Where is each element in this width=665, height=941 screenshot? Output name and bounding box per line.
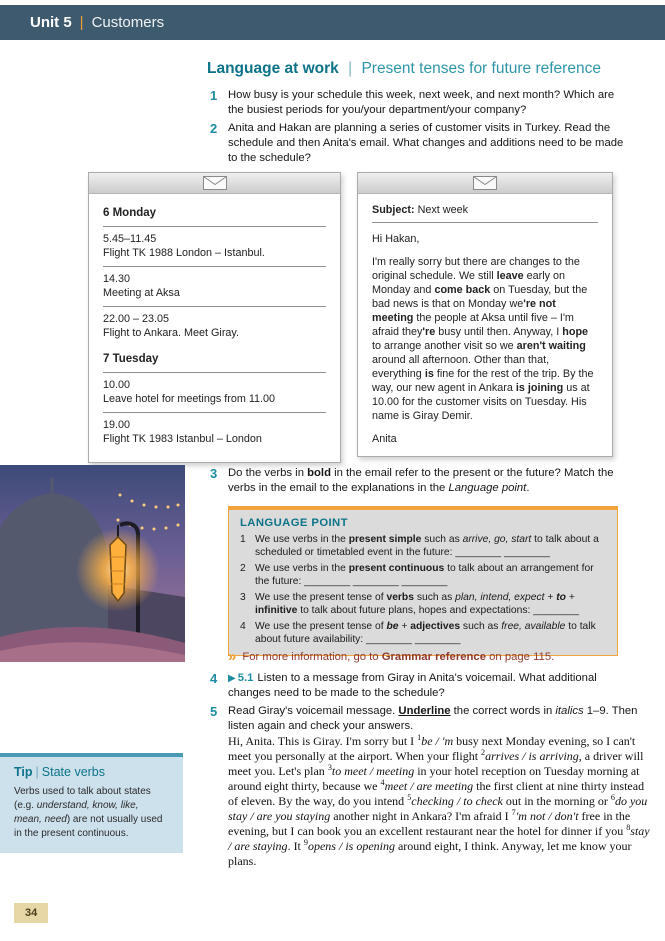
schedule-day-heading: 6 Monday: [103, 207, 157, 219]
item-text: We use the present tense of verbs such as plan, intend, expect + to + infinitive to talk about future plans, hopes and expectations: ________: [255, 592, 579, 617]
istanbul-photo: [0, 465, 185, 662]
exercise-text: Do the verbs in bold in the email refer to the present or the future? Match the verbs in the email to the explanations in the Language point.: [228, 467, 614, 494]
subject-value: Next week: [417, 204, 468, 216]
unit-label: Unit 5: [30, 14, 72, 31]
section-title-main: Language at work: [207, 60, 339, 77]
tip-title: State verbs: [41, 765, 106, 779]
exercise-text: Anita and Hakan are planning a series of customer visits in Turkey. Read the schedule and then Anita's email. What changes and additions need to be made to the schedule?: [228, 122, 624, 164]
istanbul-photo-graphic: [0, 465, 185, 662]
schedule-entry: [103, 312, 326, 340]
tip-separator: |: [35, 765, 39, 779]
schedule-time: 5.45–11.45: [103, 232, 157, 245]
schedule-time: 19.00: [103, 419, 131, 432]
language-point-item: [240, 533, 606, 559]
exercise-number: 1: [210, 88, 218, 103]
schedule-desc: Meeting at Aksa: [103, 287, 180, 300]
divider: [103, 266, 326, 267]
exercise-instruction: Listen to a message from Giray in Anita's voicemail. What additional changes need to be made to the schedule?: [228, 672, 597, 699]
play-icon: ▶: [228, 673, 236, 684]
tip-heading: [14, 765, 169, 779]
grammar-reference-text: For more information, go to Grammar reference on page 115.: [242, 651, 555, 663]
schedule-entry: [103, 378, 326, 406]
schedule-desc: Flight TK 1988 London – Istanbul.: [103, 246, 265, 259]
envelope-icon: [203, 176, 227, 190]
item-text: We use the present tense of be + adjectives such as free, available to talk about future availability: ________ ________: [255, 621, 596, 646]
section-title-sub: Present tenses for future reference: [361, 60, 601, 77]
schedule-body: [89, 194, 340, 462]
exercise-4: [210, 671, 634, 701]
language-point-box: [228, 506, 618, 656]
email-card: [357, 172, 613, 457]
exercise-5: [210, 704, 643, 734]
language-point-heading: LANGUAGE POINT: [240, 517, 348, 529]
schedule-time: 10.00: [103, 379, 131, 392]
unit-title: Customers: [91, 14, 165, 31]
exercise-number: 2: [210, 121, 218, 136]
item-number: 4: [240, 621, 246, 633]
exercise-1: [210, 88, 624, 118]
exercise-number: 5: [210, 704, 218, 719]
subject-label: Subject:: [372, 204, 415, 216]
item-number: 3: [240, 592, 246, 604]
schedule-card: [88, 172, 341, 463]
exercise-text: How busy is your schedule this week, next week, and next month? Which are the busiest periods for you/your department/your company?: [228, 89, 615, 116]
tip-text: Verbs used to talk about states (e.g. understand, know, like, mean, need) are not usually used in the present continuous.: [14, 786, 163, 839]
schedule-entry: [103, 418, 326, 446]
email-body: [358, 194, 612, 456]
email-subject: [372, 203, 598, 217]
voicemail-passage: Hi, Anita. This is Giray. I'm sorry but I $^1$be / 'm busy next Monday evening, so I can't meet you personally at the airport. When your flight $^2$arrives / is arriving, a driver will meet you. Let's plan $^3$to meet / meeting in your hotel reception on Tuesday morning at around eight thirty, because we $^4$meet / are meeting the first client at nine thirty instead of eleven. By the way, do you intend $^5$checking / to check out in the morning or $^6$do you stay / are you staying another night in Ankara? I'm afraid I $^7$'m not / don't free in the evening, but I can book you an excellent restaurant near the hotel for dinner if you $^8$stay / are staying. It $^9$opens / is opening around eight, I think. Anyway, let me know your plans.: [228, 733, 650, 868]
grammar-reference-note: [228, 648, 554, 665]
email-signoff: Anita: [372, 433, 397, 446]
unit-header: [0, 5, 665, 40]
language-point-item: [240, 591, 606, 617]
exercise-text: Read Giray's voicemail message. Underline the correct words in italics 1–9. Then listen again and check your answers.: [228, 705, 638, 732]
exercise-number: 3: [210, 466, 218, 481]
page-number: 34: [14, 903, 48, 923]
schedule-time: 22.00 – 23.05: [103, 313, 170, 326]
header-separator: |: [79, 14, 84, 31]
item-number: 2: [240, 563, 246, 575]
email-text: I'm really sorry but there are changes to the original schedule. We still leave early on Monday and come back on Tuesday, but the bad news is that on Monday we're not meeting the people at Aksa until five – I'm afraid they're busy until then. Anyway, I hope to arrange another visit so we aren't waiting around all afternoon. Other than that, everything is fine for the rest of the trip. By the way, our new agent in Ankara is joining us at 10.00 for the customer visits on Tuesday. His name is Giray Demir.: [372, 256, 594, 423]
section-title-separator: |: [348, 60, 353, 77]
divider: [103, 226, 326, 227]
item-text: We use verbs in the present simple such as arrive, go, start to talk about a scheduled or timetabled event in the future: ________ ________: [255, 534, 599, 559]
divider: [372, 222, 598, 223]
schedule-desc: Leave hotel for meetings from 11.00: [103, 393, 276, 406]
language-point-item: [240, 562, 606, 588]
exercise-3: [210, 466, 640, 496]
item-text: We use verbs in the present continuous to talk about an arrangement for the future: ________ ________ ________: [255, 563, 594, 588]
envelope-icon: [473, 176, 497, 190]
audio-track-label: 5.1: [237, 672, 254, 684]
item-number: 1: [240, 534, 246, 545]
card-header: [358, 173, 612, 194]
schedule-entry: [103, 232, 326, 260]
divider: [103, 412, 326, 413]
exercise-number: 4: [210, 671, 218, 686]
schedule-day-heading: 7 Tuesday: [103, 353, 159, 366]
email-greeting: Hi Hakan,: [372, 233, 420, 246]
schedule-desc: Flight to Ankara. Meet Giray.: [103, 327, 240, 340]
divider: [103, 306, 326, 307]
tip-label: Tip: [14, 765, 33, 779]
double-chevron-icon: »: [228, 648, 237, 665]
schedule-desc: Flight TK 1983 Istanbul – London: [103, 433, 262, 446]
exercise-2: [210, 121, 624, 166]
schedule-time: 14.30: [103, 273, 131, 285]
tip-box: [0, 753, 183, 853]
language-point-item: [240, 620, 606, 646]
exercise-text: [228, 671, 634, 701]
schedule-entry: [103, 272, 326, 300]
section-title: [207, 60, 601, 78]
divider: [103, 372, 326, 373]
card-header: [89, 173, 340, 194]
